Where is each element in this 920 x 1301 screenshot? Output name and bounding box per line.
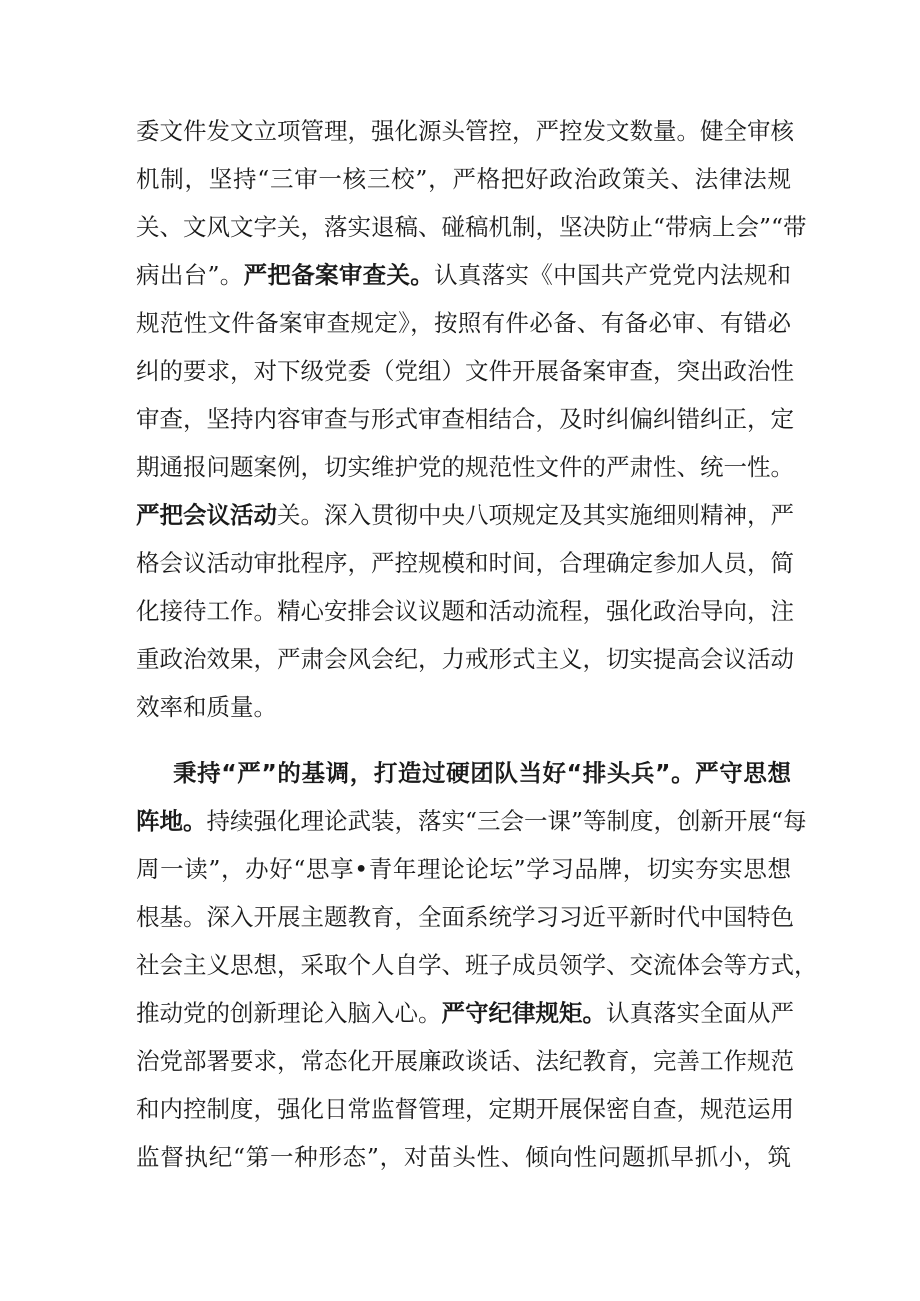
bold-heading-text: 严把会议活动 <box>136 501 277 529</box>
text-line <box>136 989 794 1037</box>
body-text: 格会议活动审批程序，严控规模和时间，合理确定参加人员，简 <box>136 549 794 577</box>
text-line <box>136 1037 794 1085</box>
body-text: 关。深入贯彻中央八项规定及其实施细则精神，严 <box>277 501 794 529</box>
text-line <box>173 749 791 797</box>
text-line <box>136 347 794 395</box>
text-line <box>136 587 794 635</box>
text-line <box>136 797 807 845</box>
body-text: 关、文风文字关，落实退稿、碰稿机制，坚决防止“带病上会”“带 <box>136 213 807 241</box>
text-line <box>136 941 818 989</box>
text-line <box>136 203 807 251</box>
body-text: 认真落实《中国共产党党内法规和 <box>434 261 792 289</box>
body-text: 机制，坚持“三审一核三校”，严格把好政治政策关、法律法规 <box>136 165 791 193</box>
body-text: 周一读”，办好“思享•青年理论论坛”学习品牌，切实夯实思想 <box>136 855 791 883</box>
text-line <box>136 251 791 299</box>
text-line <box>136 1133 791 1181</box>
body-text: 委文件发文立项管理，强化源头管控，严控发文数量。健全审核 <box>136 117 794 145</box>
body-text: 审查，坚持内容审查与形式审查相结合，及时纠偏纠错纠正，定 <box>136 405 794 433</box>
text-line <box>136 107 794 155</box>
body-text: 社会主义思想，采取个人自学、班子成员领学、交流体会等方式， <box>136 951 818 979</box>
text-line <box>136 635 794 683</box>
body-text: 重政治效果，严肃会风会纪，力戒形式主义，切实提高会议活动 <box>136 645 794 673</box>
body-text: 持续强化理论武装，落实“三会一课”等制度，创新开展“每 <box>206 807 807 835</box>
bold-heading-text: 严把备案审查关。 <box>243 261 435 289</box>
text-line <box>136 845 791 893</box>
body-text: 认真落实全面从严 <box>606 999 794 1027</box>
text-line <box>136 539 794 587</box>
body-text: 病出台”。 <box>136 261 244 289</box>
body-text: 治党部署要求，常态化开展廉政谈话、法纪教育，完善工作规范 <box>136 1047 794 1075</box>
text-line <box>136 1085 794 1133</box>
body-text: 化接待工作。精心安排会议议题和活动流程，强化政治导向，注 <box>136 597 794 625</box>
body-text: 和内控制度，强化日常监督管理，定期开展保密自查，规范运用 <box>136 1095 794 1123</box>
text-line <box>136 491 794 539</box>
text-line <box>136 395 794 443</box>
body-text: 效率和质量。 <box>136 693 277 721</box>
text-line <box>136 299 791 347</box>
bold-heading-text: 秉持“严”的基调，打造过硬团队当好“排头兵”。严守思想 <box>173 759 791 787</box>
bold-heading-text: 阵地。 <box>136 807 207 835</box>
body-text: 推动党的创新理论入脑入心。 <box>136 999 442 1027</box>
body-text: 监督执纪“第一种形态”，对苗头性、倾向性问题抓早抓小，筑 <box>136 1143 791 1171</box>
body-text: 根基。深入开展主题教育，全面系统学习习近平新时代中国特色 <box>136 903 794 931</box>
text-line <box>136 443 794 491</box>
text-line <box>136 683 791 731</box>
body-text: 期通报问题案例，切实维护党的规范性文件的严肃性、统一性。 <box>136 453 794 481</box>
body-text: 规范性文件备案审查规定》，按照有件必备、有备必审、有错必 <box>136 309 791 337</box>
bold-heading-text: 严守纪律规矩。 <box>441 999 606 1027</box>
text-line <box>136 155 791 203</box>
text-line <box>136 893 794 941</box>
body-text: 纠的要求，对下级党委（党组）文件开展备案审查，突出政治性 <box>136 357 794 385</box>
